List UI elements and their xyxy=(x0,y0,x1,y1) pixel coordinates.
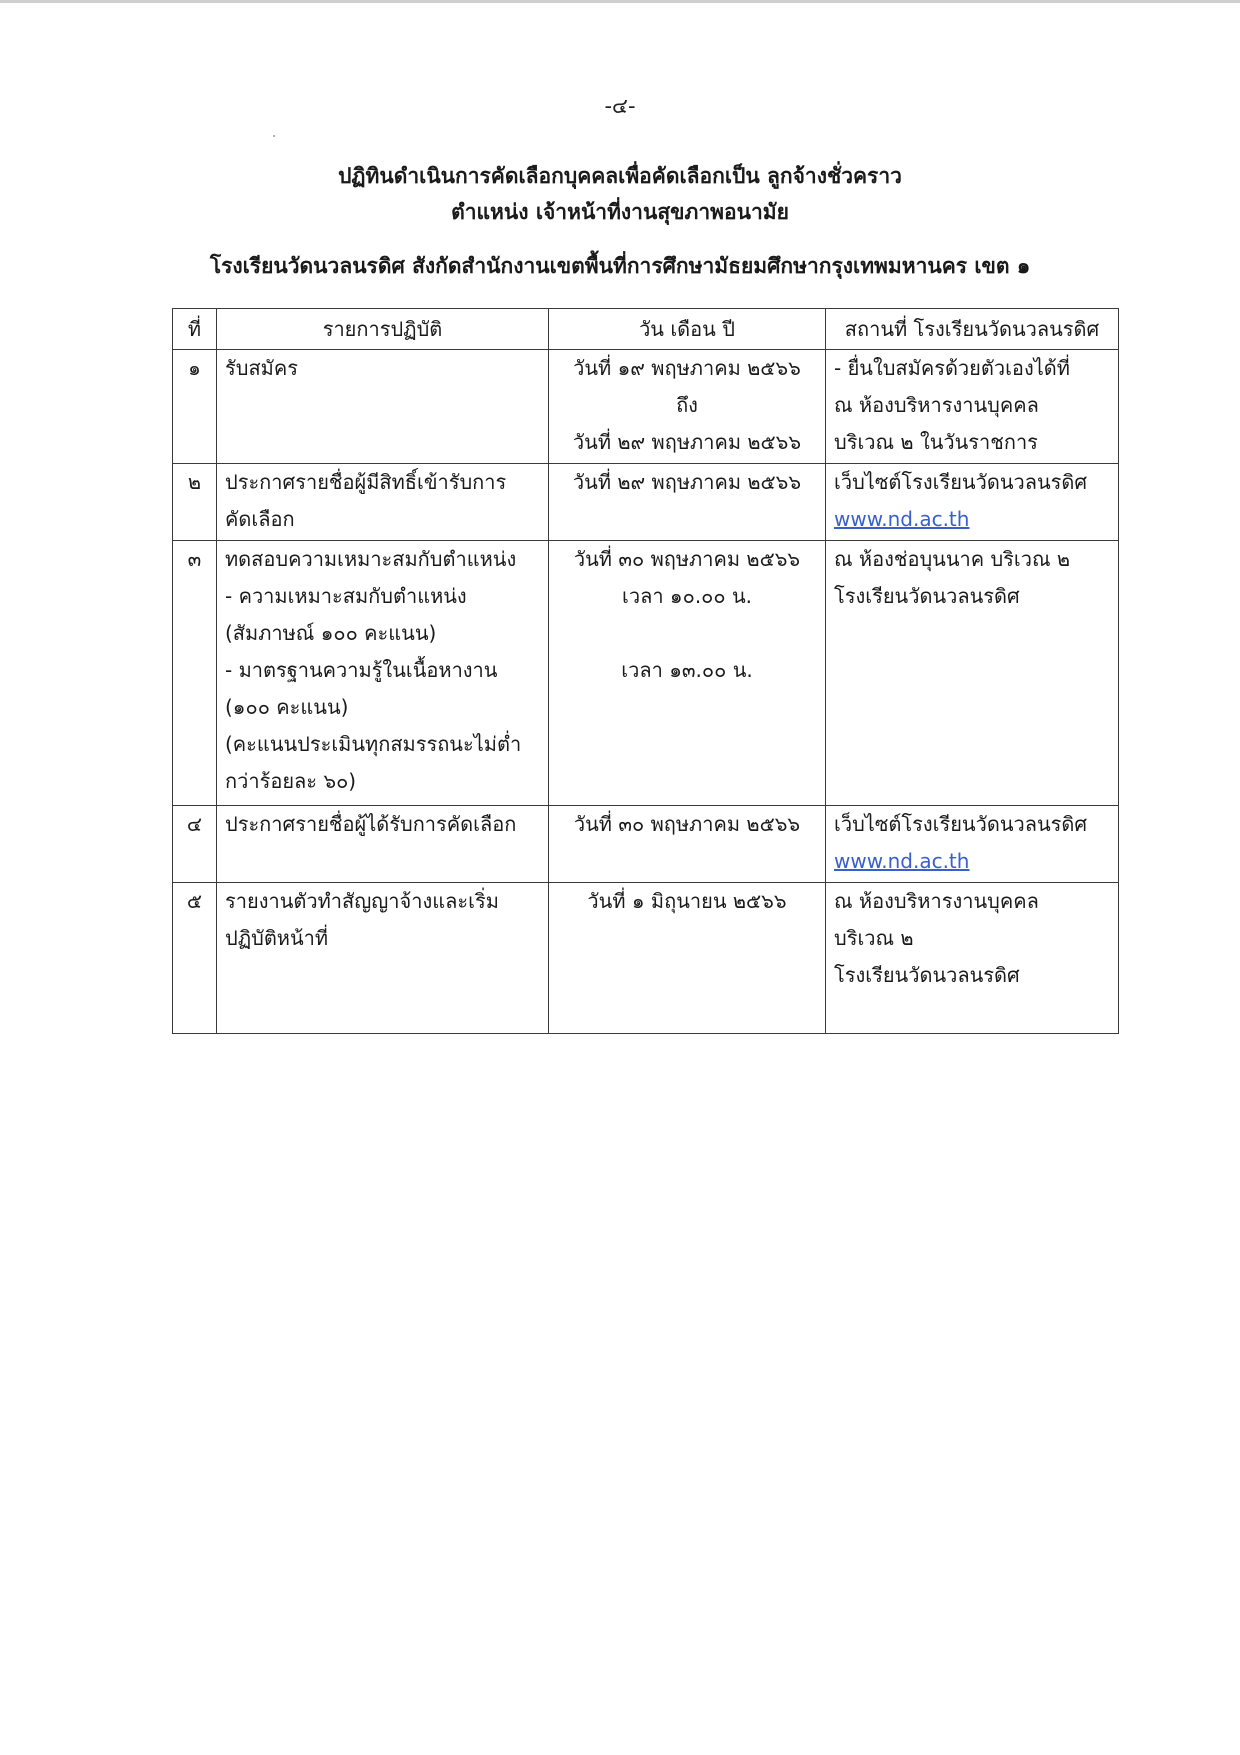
scan-edge-line xyxy=(0,0,1240,3)
task-cell xyxy=(217,350,549,464)
place-line: บริเวณ ๒ xyxy=(834,926,914,950)
date-line: วันที่ ๓๐ พฤษภาคม ๒๕๖๖ xyxy=(573,812,801,836)
task-line: กว่าร้อยละ ๖๐) xyxy=(225,769,357,793)
time-line: เวลา ๑๐.๐๐ น. xyxy=(622,584,752,608)
header-place: สถานที่ โรงเรียนวัดนวลนรดิศ xyxy=(826,309,1119,350)
place-line: ณ ห้องช่อบุนนาค บริเวณ ๒ xyxy=(834,547,1071,571)
place-cell xyxy=(826,541,1119,806)
task-line: (คะแนนประเมินทุกสมรรถนะไม่ต่ำ xyxy=(225,732,522,756)
table-row xyxy=(173,883,1119,1034)
task-cell xyxy=(217,883,549,1034)
date-line: วันที่ ๒๙ พฤษภาคม ๒๕๖๖ xyxy=(572,430,802,454)
task-cell xyxy=(217,541,549,806)
task-line: (๑๐๐ คะแนน) xyxy=(225,695,349,719)
date-cell xyxy=(549,464,826,541)
document-title: ปฏิทินดำเนินการคัดเลือกบุคคลเพื่อคัดเลือกเป็น ลูกจ้างชั่วคราว xyxy=(338,164,902,188)
website-link-wrapper xyxy=(834,501,1110,538)
row-number: ๕ xyxy=(173,883,217,1034)
place-line: ณ ห้องบริหารงานบุคคล xyxy=(834,393,1039,417)
table-row xyxy=(173,806,1119,883)
task-line: - มาตรฐานความรู้ในเนื้อหางาน xyxy=(225,658,498,682)
website-link[interactable]: www.nd.ac.th xyxy=(834,849,970,873)
page-number: -๔- xyxy=(604,94,636,118)
position-title: ตำแหน่ง เจ้าหน้าที่งานสุขภาพอนามัย xyxy=(451,200,789,224)
website-link[interactable]: www.nd.ac.th xyxy=(834,507,970,531)
row-number: ๔ xyxy=(173,806,217,883)
task-cell xyxy=(217,806,549,883)
date-line: วันที่ ๑ มิถุนายน ๒๕๖๖ xyxy=(587,889,787,913)
header-no: ที่ xyxy=(173,309,217,350)
header-task: รายการปฏิบัติ xyxy=(217,309,549,350)
place-line: ณ ห้องบริหารงานบุคคล xyxy=(834,889,1039,913)
date-line: วันที่ ๑๙ พฤษภาคม ๒๕๖๖ xyxy=(573,356,801,380)
task-line: ทดสอบความเหมาะสมกับตำแหน่ง xyxy=(225,547,517,571)
task-line: ประกาศรายชื่อผู้ได้รับการคัดเลือก xyxy=(225,812,517,836)
task-line: (สัมภาษณ์ ๑๐๐ คะแนน) xyxy=(225,621,437,645)
table-header-row xyxy=(173,309,1119,350)
place-line: บริเวณ ๒ ในวันราชการ xyxy=(834,430,1038,454)
row-number: ๒ xyxy=(173,464,217,541)
table-row xyxy=(173,350,1119,464)
place-line: - ยื่นใบสมัครด้วยตัวเองได้ที่ xyxy=(834,356,1070,380)
place-line: เว็บไซต์โรงเรียนวัดนวลนรดิศ xyxy=(834,812,1088,836)
row-number: ๑ xyxy=(173,350,217,464)
table-row xyxy=(173,464,1119,541)
website-link-wrapper xyxy=(834,843,1110,880)
date-cell xyxy=(549,541,826,806)
place-line: โรงเรียนวัดนวลนรดิศ xyxy=(834,963,1020,987)
place-line: เว็บไซต์โรงเรียนวัดนวลนรดิศ xyxy=(834,470,1088,494)
schedule-table xyxy=(172,308,1119,1034)
task-cell xyxy=(217,464,549,541)
task-line: รายงานตัวทำสัญญาจ้างและเริ่ม xyxy=(225,889,499,913)
time-line: เวลา ๑๓.๐๐ น. xyxy=(621,658,753,682)
place-cell xyxy=(826,883,1119,1034)
date-line: วันที่ ๓๐ พฤษภาคม ๒๕๖๖ xyxy=(573,547,801,571)
school-title: โรงเรียนวัดนวลนรดิศ สังกัดสำนักงานเขตพื้นที่การศึกษามัธยมศึกษากรุงเทพมหานคร เขต ๑ xyxy=(209,254,1031,278)
date-line: ถึง xyxy=(676,393,698,417)
header-date: วัน เดือน ปี xyxy=(549,309,826,350)
place-cell xyxy=(826,464,1119,541)
task-line: - ความเหมาะสมกับตำแหน่ง xyxy=(225,584,467,608)
place-cell xyxy=(826,806,1119,883)
date-cell xyxy=(549,350,826,464)
spacer xyxy=(557,615,817,652)
task-line: คัดเลือก xyxy=(225,507,295,531)
date-line: วันที่ ๒๙ พฤษภาคม ๒๕๖๖ xyxy=(572,470,802,494)
table-row xyxy=(173,541,1119,806)
scan-speck xyxy=(273,135,275,137)
task-line: ปฏิบัติหน้าที่ xyxy=(225,926,329,950)
task-line: รับสมัคร xyxy=(225,356,298,380)
row-number: ๓ xyxy=(173,541,217,806)
task-line: ประกาศรายชื่อผู้มีสิทธิ์เข้ารับการ xyxy=(225,470,507,494)
place-line: โรงเรียนวัดนวลนรดิศ xyxy=(834,584,1020,608)
place-cell xyxy=(826,350,1119,464)
date-cell xyxy=(549,806,826,883)
date-cell xyxy=(549,883,826,1034)
